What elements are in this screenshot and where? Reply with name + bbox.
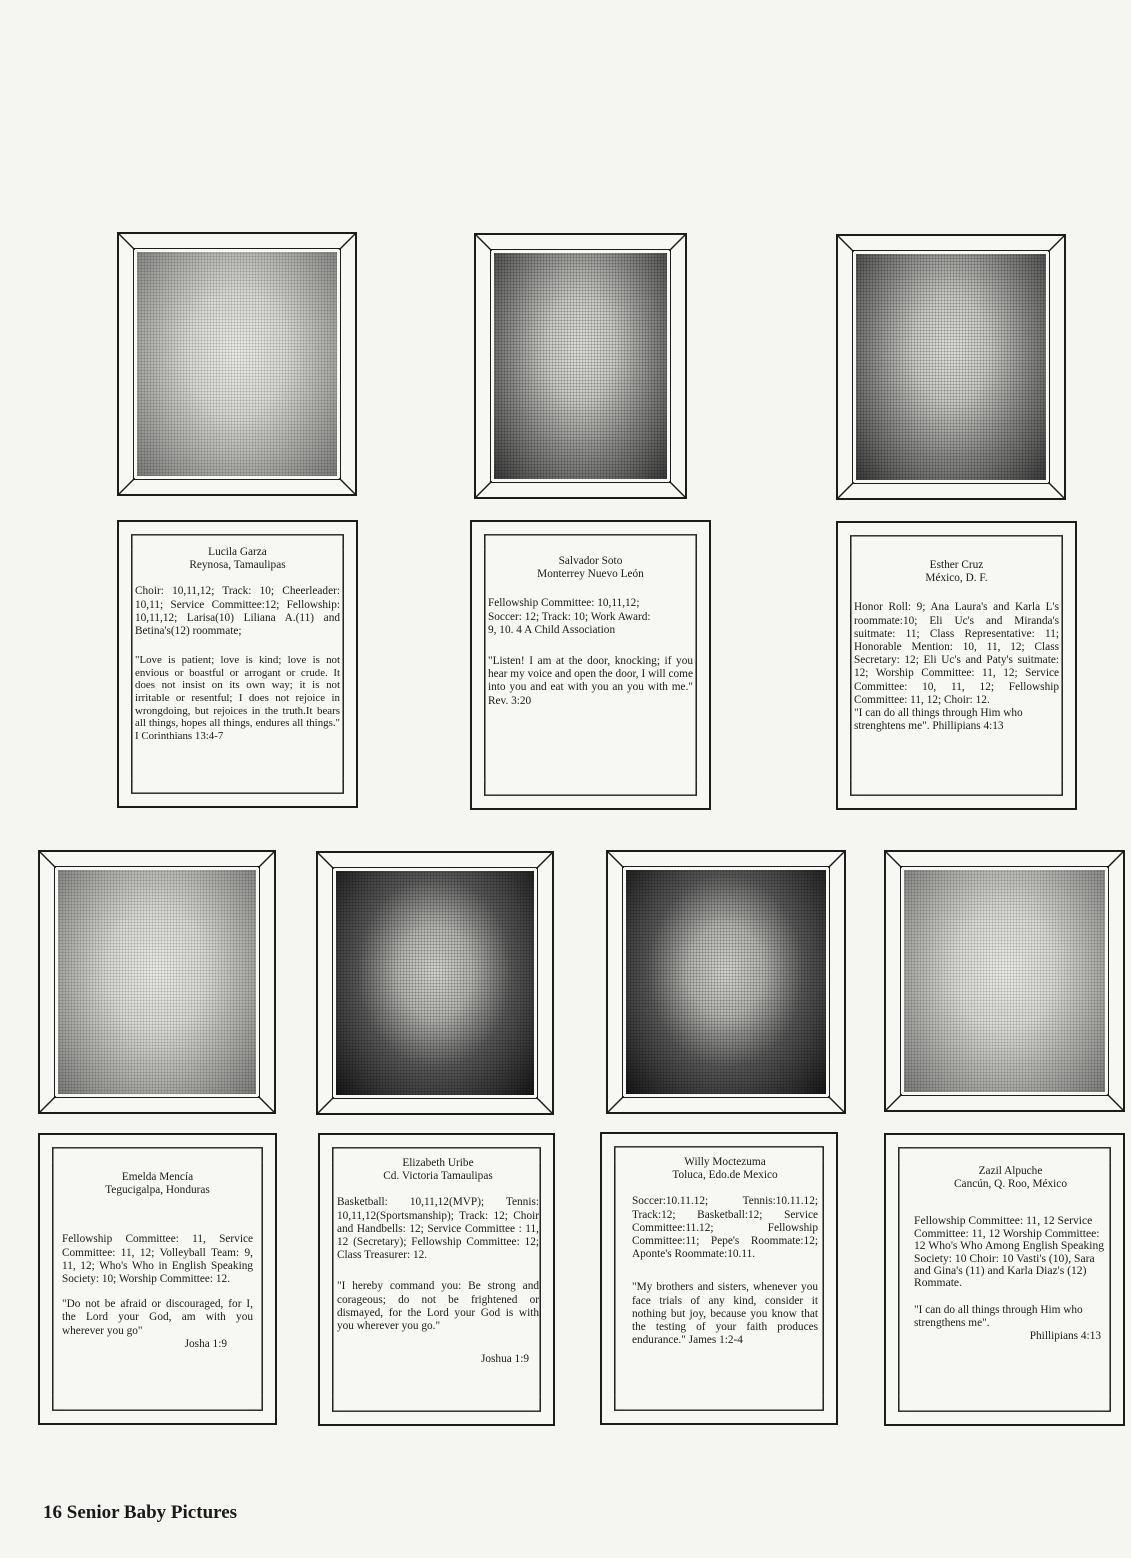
senior-hometown: Cancún, Q. Roo, México [954,1178,1067,1191]
baby-photo [58,870,256,1094]
baby-photo-frame [117,232,357,496]
baby-photo-frame [38,850,276,1114]
baby-photo [626,870,826,1094]
senior-activities: Honor Roll: 9; Ana Laura's and Karla L's roommate:10; Eli Uc's and Miranda's suitmate: 11; Class Representative: 11; Honorable Mention: 10, 11, 12; Class Secretary: 12; Eli Uc's and Paty's suitmate: 12; Worship Committee: 11, 12; Service Committee: 10, 11, 12; Fellowship Committee: 11, 12; Choir: 12. [854,601,1059,706]
senior-card [38,1133,277,1425]
senior-card [470,520,711,810]
senior-quote: "Listen! I am at the door, knocking; if you hear my voice and open the door, I will come into you and eat with you an you with me." Rev. 3:20 [488,655,693,707]
quote-reference: Phillipians 4:13 [1029,1330,1101,1343]
senior-activities: Choir: 10,11,12; Track: 10; Cheerleader: 10,11; Service Committee:12; Fellowship: 10,11,12; Larisa(10) Liliana A.(11) and Betina's(12) roommate; [135,585,340,638]
senior-hometown: Toluca, Edo.de Mexico [672,1169,778,1182]
senior-activities: Soccer:10.11.12; Tennis:10.11.12; Track:12; Basketball:12; Service Committee:11.12; Fellowship Committee:11; Pepe's Roommate:12; Aponte's Roommate:10.11. [632,1195,818,1261]
senior-hometown: Monterrey Nuevo León [537,568,644,581]
senior-card [318,1133,555,1426]
senior-name: Emelda Mencía [121,1171,194,1183]
senior-name: Lucila Garza [208,546,267,558]
senior-quote: "Love is patient; love is kind; love is not envious or boastful or arrogant or crude. It does not insist on its own way; it is not irritable or resentful; I does not rejoice in wrongdoing, but rejoices in the truth.It bears all things, hopes all things, endures all things." I Corinthians 13:4-7 [135,654,340,742]
baby-photo [137,252,337,476]
senior-hometown: Reynosa, Tamaulipas [189,559,286,572]
quote-reference: Josha 1:9 [184,1337,227,1350]
senior-activities: Basketball: 10,11,12(MVP); Tennis: 10,11,12(Sportsmanship); Track: 12; Choir and Handbells: 12; Service Committee : 11, 12 (Secretary); Fellowship Committee: 12; Class Treasurer: 12. [337,1196,539,1262]
senior-hometown: México, D. F. [925,572,988,585]
senior-card [117,520,358,808]
baby-photo [856,254,1046,480]
senior-name: Elizabeth Uribe [402,1157,474,1169]
senior-activities: Fellowship Committee: 10,11,12; Soccer: 12; Track: 10; Work Award: 9, 10. 4 A Child Association [488,597,651,636]
baby-photo-frame [474,233,687,499]
senior-quote: "My brothers and sisters, whenever you face trials of any kind, consider it nothing but joy, because you know that the testing of your faith produces endurance." James 1:2-4 [632,1281,818,1347]
senior-quote: "Do not be afraid or discouraged, for I, the Lord your God, am with you wherever you go" [62,1298,253,1337]
baby-photo-frame [606,850,846,1114]
baby-photo-frame [316,851,554,1115]
senior-quote: "I can do all things through Him who strenghtens me". Phillipians 4:13 [854,707,1023,733]
baby-photo [336,871,534,1095]
senior-card [884,1133,1125,1426]
senior-card [600,1132,838,1425]
baby-photo-frame [884,850,1125,1112]
baby-photo [494,253,667,479]
quote-reference: Joshua 1:9 [480,1353,529,1366]
senior-activities: Fellowship Committee: 11, 12 Service Committee: 11, 12 Worship Committee: 12 Who's Who Among English Speaking Society: 10 Choir: 10 Vasti's (10), Sara and Gina's (11) and Karla Diaz's (12) Rommate. [914,1214,1105,1290]
senior-quote: "I can do all things through Him who strengthens me". [914,1303,1083,1330]
senior-name: Willy Moctezuma [684,1156,766,1168]
senior-name: Esther Cruz [929,559,984,571]
senior-name: Salvador Soto [558,555,623,567]
senior-hometown: Cd. Victoria Tamaulipas [383,1170,493,1183]
senior-card [836,521,1077,810]
senior-activities: Fellowship Committee: 11, Service Committee: 11, 12; Volleyball Team: 9, 11, 12; Who's Who in English Speaking Society: 10; Worship Committee: 12. [62,1233,253,1286]
senior-quote: "I hereby command you: Be strong and corageous; do not be frightened or dismayed, for the Lord your God is with you wherever you go." [337,1280,539,1333]
baby-photo-frame [836,234,1066,500]
page-footer: 16 Senior Baby Pictures [43,1502,238,1523]
baby-photo [904,870,1105,1092]
senior-name: Zazil Alpuche [978,1165,1043,1177]
senior-hometown: Tegucigalpa, Honduras [105,1184,210,1197]
